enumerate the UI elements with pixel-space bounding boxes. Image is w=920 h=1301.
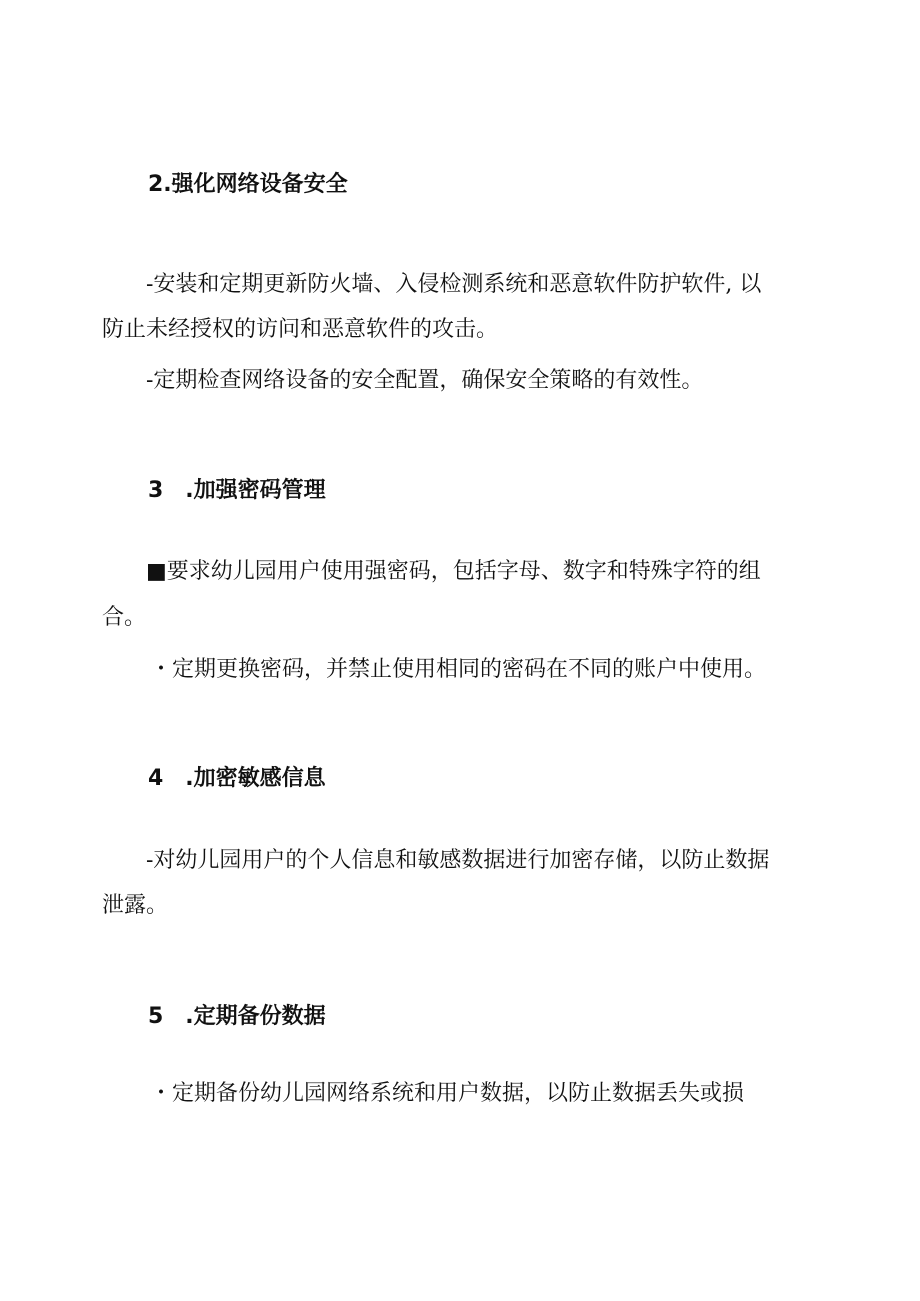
- section-4-item-1-line-2: 泄露。: [102, 893, 169, 918]
- section-5-item-1: ・定期备份幼儿园网络系统和用户数据，以防止数据丢失或损: [150, 1081, 745, 1106]
- section-2-heading: 2.强化网络设备安全: [148, 172, 348, 197]
- section-2-item-2: -定期检查网络设备的安全配置，确保安全策略的有效性。: [146, 368, 704, 393]
- section-3-item-2: ・定期更换密码，并禁止使用相同的密码在不同的账户中使用。: [150, 657, 767, 682]
- section-2-item-1-line-1: -安装和定期更新防火墙、入侵检测系统和恶意软件防护软件, 以: [146, 272, 762, 297]
- section-4-item-1-line-1: -对幼儿园用户的个人信息和敏感数据进行加密存储，以防止数据: [146, 848, 770, 873]
- section-3-heading: 3 .加强密码管理: [148, 478, 326, 503]
- section-4-heading: 4 .加密敏感信息: [148, 766, 326, 791]
- section-5-heading: 5 .定期备份数据: [148, 1004, 326, 1029]
- section-3-item-1-line-1: ■要求幼儿园用户使用强密码，包括字母、数字和特殊字符的组: [146, 559, 761, 584]
- section-2-item-1-line-2: 防止未经授权的访问和恶意软件的攻击。: [102, 317, 499, 342]
- section-3-item-1-line-2: 合。: [102, 605, 147, 630]
